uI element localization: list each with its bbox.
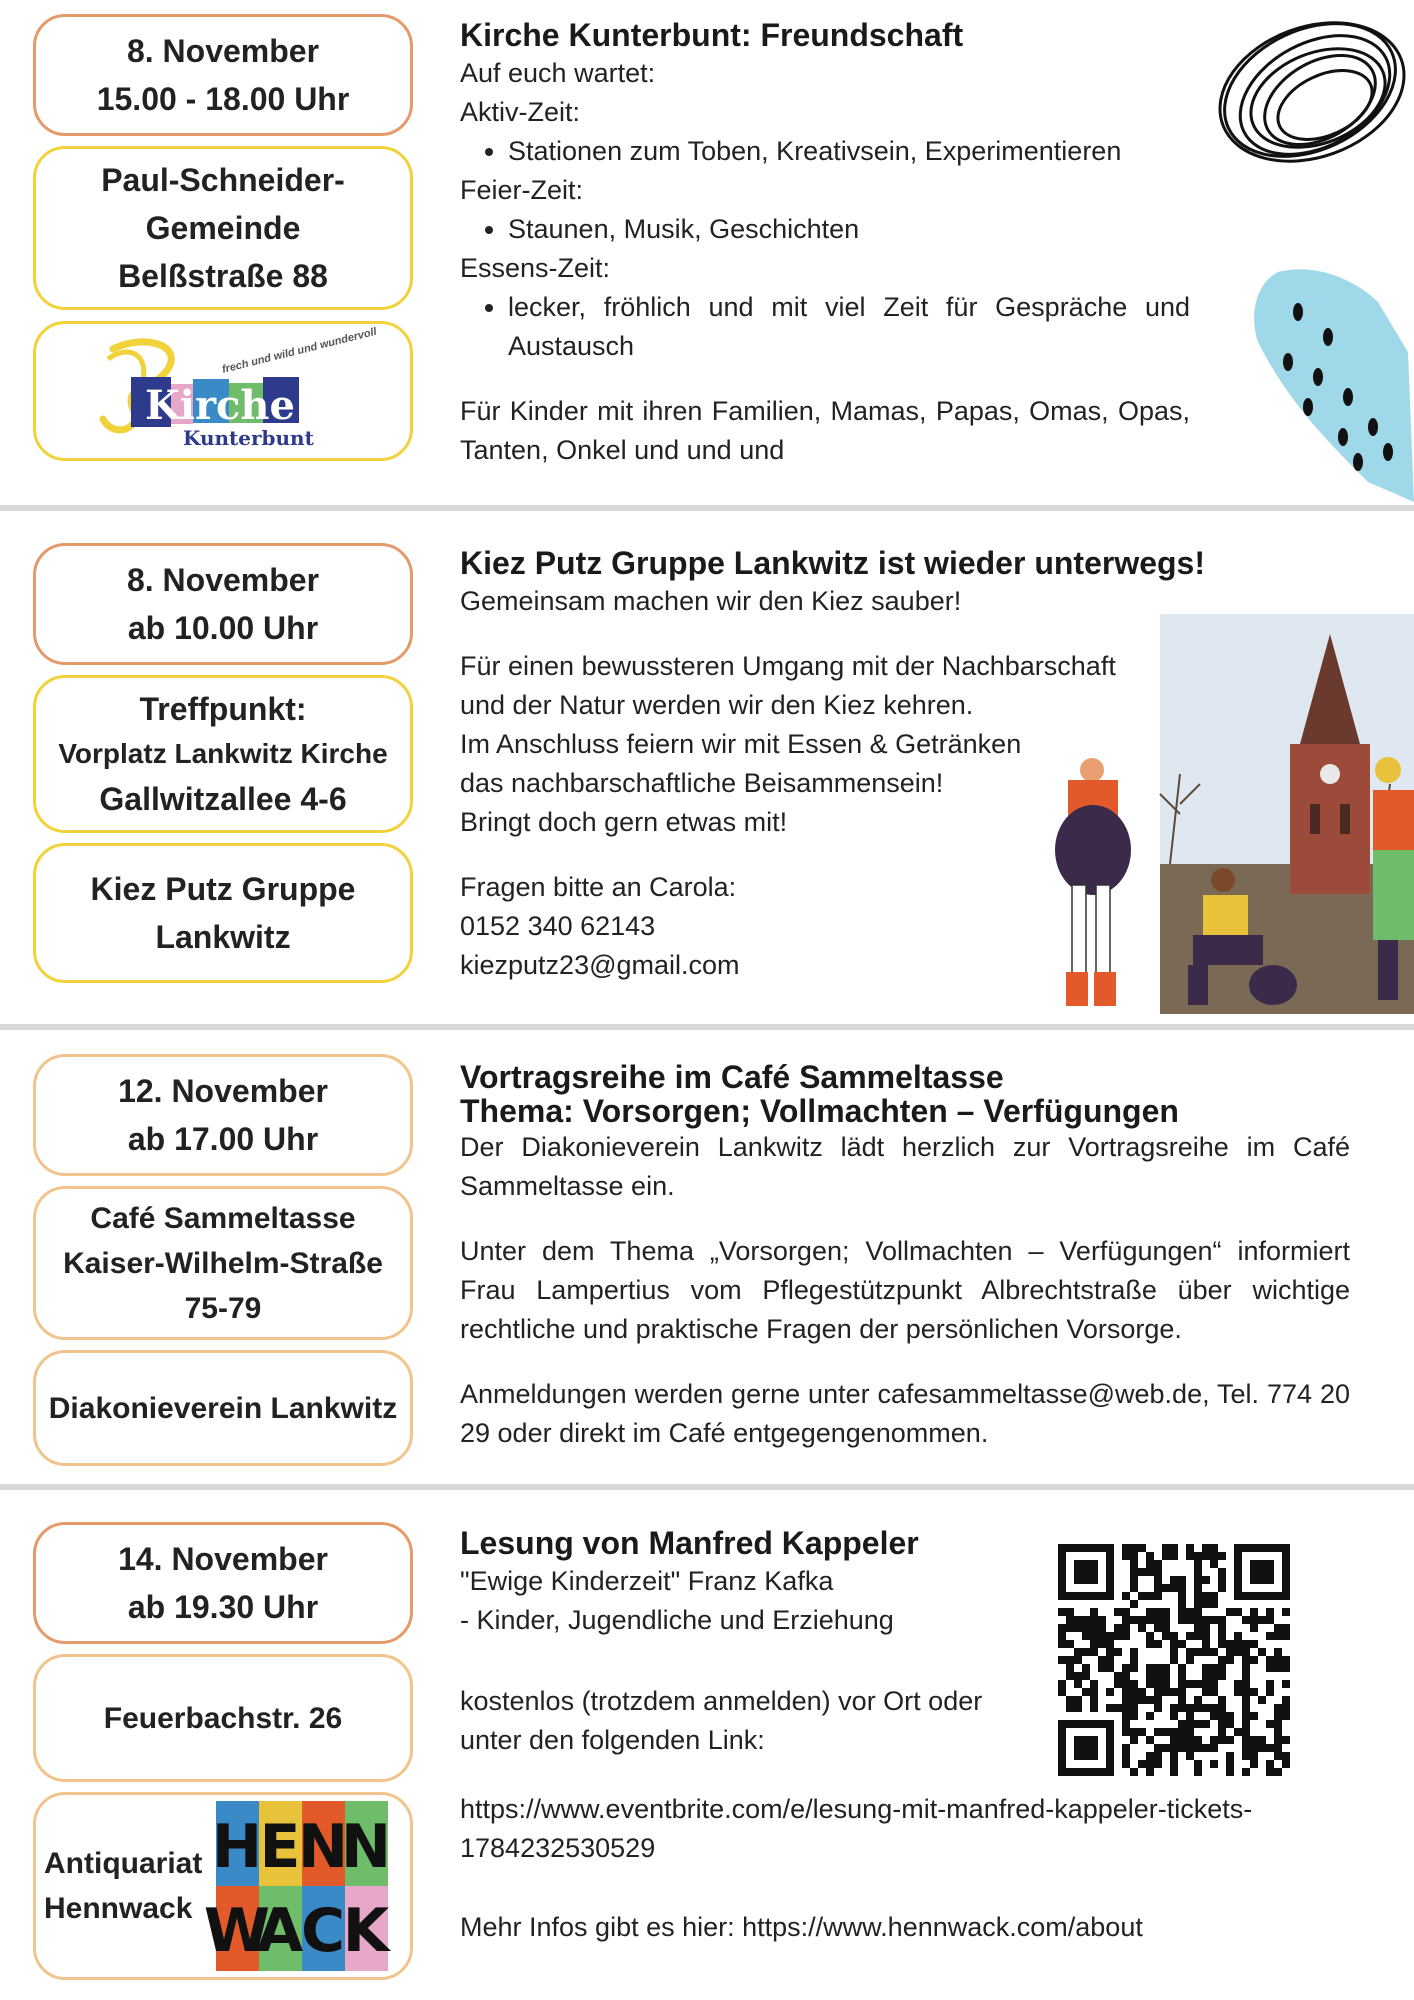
- logo-sub: Kunterbunt: [183, 426, 314, 450]
- qr-code[interactable]: [1058, 1544, 1290, 1776]
- event3-date-box: [33, 1054, 413, 1176]
- event2-body-line5: Bringt doch gern etwas mit!: [460, 807, 788, 837]
- separator: [0, 505, 1414, 511]
- separator: [0, 1484, 1414, 1490]
- event3-para1: Der Diakonieverein Lankwitz lädt herzlich zur Vortragsreihe im Café Sammeltasse ein.: [460, 1132, 1350, 1201]
- event1-title: Kirche Kunterbunt: Freundschaft: [460, 17, 964, 53]
- event4-location: Feuerbachstr. 26: [103, 1701, 343, 1735]
- event1-intro: Auf euch wartet:: [460, 58, 656, 88]
- logo-tag: frech und wild und wundervoll: [220, 325, 378, 376]
- event2-title: Kiez Putz Gruppe Lankwitz ist wieder unterwegs!: [460, 545, 1205, 581]
- event2-organizer-line2: Lankwitz: [155, 919, 291, 955]
- event4-time: ab 19.30 Uhr: [127, 1589, 319, 1625]
- event1-section1-list: [460, 132, 1190, 171]
- people-illustration: [1028, 750, 1414, 1020]
- event4-book-line2: - Kinder, Jugendliche und Erziehung: [460, 1605, 894, 1635]
- event1-section2-heading: Feier-Zeit:: [460, 175, 584, 205]
- event2-body-line4: das nachbarschaftliche Beisammensein!: [460, 768, 944, 798]
- event2-subtitle: Gemeinsam machen wir den Kiez sauber!: [460, 586, 962, 616]
- event4-date: 14. November: [118, 1541, 328, 1577]
- event4-link-line2[interactable]: 1784232530529: [460, 1833, 656, 1863]
- event3-date: 12. November: [118, 1073, 328, 1109]
- event2-contact-label: Fragen bitte an Carola:: [460, 872, 737, 902]
- event3-title-line1: Vortragsreihe im Café Sammeltasse: [460, 1059, 1004, 1095]
- event1-location-box: [33, 146, 413, 310]
- logo-letter: K: [342, 1896, 390, 1966]
- blue-brush-icon: [1248, 262, 1414, 502]
- event2-date: 8. November: [126, 562, 320, 598]
- event2-meeting-place: Vorplatz Lankwitz Kirche: [58, 738, 388, 769]
- event3-location-box: [33, 1186, 413, 1340]
- logo-letter: W: [203, 1896, 271, 1966]
- event2-body-line1: Für einen bewussteren Umgang mit der Nachbarschaft: [460, 651, 1116, 681]
- event3-location-line3: 75-79: [184, 1291, 262, 1325]
- event3-para2: Unter dem Thema „Vorsorgen; Vollmachten – Verfügungen“ informiert Frau Lampertius vom Pflegestützpunkt Albrechtstraße über wichtige rechtliche und praktische Fragen der persönlichen Vorsorge.: [460, 1236, 1350, 1344]
- event1-content: [460, 16, 1190, 470]
- event3-location-line2: Kaiser-Wilhelm-Straße: [63, 1246, 383, 1280]
- event2-date-box: [33, 543, 413, 665]
- logo-letter: C: [300, 1896, 346, 1966]
- event4-signup-line2: unter den folgenden Link:: [460, 1725, 765, 1755]
- logo-letter: N: [297, 1812, 349, 1882]
- event3-time: ab 17.00 Uhr: [127, 1121, 319, 1157]
- event1-section3-heading: Essens-Zeit:: [460, 253, 611, 283]
- event1-location-line2: Gemeinde: [145, 210, 301, 246]
- event4-more-info[interactable]: Mehr Infos gibt es hier: https://www.hennwack.com/about: [460, 1912, 1143, 1942]
- event1-logo-box: [33, 321, 413, 461]
- black-scribble-icon: [1200, 0, 1414, 210]
- event1-time: 15.00 - 18.00 Uhr: [96, 81, 350, 117]
- logo-letter: H: [211, 1812, 263, 1882]
- event2-meeting-street: Gallwitzallee 4-6: [99, 781, 347, 817]
- event2-time: ab 10.00 Uhr: [127, 610, 319, 646]
- event2-organizer-line1: Kiez Putz Gruppe: [90, 871, 356, 907]
- event1-section2-list: [460, 210, 1190, 249]
- event4-location-box: [33, 1654, 413, 1782]
- logo-letter: A: [256, 1896, 304, 1966]
- event2-organizer-box: [33, 843, 413, 983]
- event2-body-line2: und der Natur werden wir den Kiez kehren.: [460, 690, 974, 720]
- event1-audience: Für Kinder mit ihren Familien, Mamas, Papas, Omas, Opas, Tanten, Onkel und und und: [460, 396, 1190, 465]
- separator: [0, 1024, 1414, 1030]
- event3-content: [460, 1060, 1350, 1453]
- event1-date: 8. November: [126, 33, 320, 69]
- event1-location-line3: Belßstraße 88: [118, 258, 328, 294]
- event3-organizer-box: [33, 1350, 413, 1466]
- list-item: • Staunen, Musik, Geschichten: [508, 210, 1190, 249]
- logo-letter: N: [340, 1812, 392, 1882]
- list-item: • lecker, fröhlich und mit viel Zeit für Gespräche und Austausch: [508, 288, 1190, 366]
- event4-organizer-line2: Hennwack: [44, 1892, 193, 1925]
- event2-body-line3: Im Anschluss feiern wir mit Essen & Getränken: [460, 729, 1022, 759]
- kirche-kunterbunt-logo: [73, 325, 378, 453]
- hennwack-logo: [203, 1801, 392, 1971]
- event1-section1-heading: Aktiv-Zeit:: [460, 97, 581, 127]
- logo-letter: E: [259, 1812, 301, 1882]
- event2-phone: 0152 340 62143: [460, 911, 656, 941]
- event4-organizer-line1: Antiquariat: [44, 1847, 203, 1880]
- event4-link-line1[interactable]: https://www.eventbrite.com/e/lesung-mit-manfred-kappeler-tickets-: [460, 1794, 1253, 1824]
- event4-date-box: [33, 1522, 413, 1644]
- event4-organizer-box: [33, 1792, 413, 1980]
- event1-location-line1: Paul-Schneider-: [101, 162, 345, 198]
- event1-section3-list: [460, 288, 1190, 366]
- list-item: • Stationen zum Toben, Kreativsein, Experimentieren: [508, 132, 1190, 171]
- event4-book-line1: "Ewige Kinderzeit" Franz Kafka: [460, 1566, 834, 1596]
- event2-meeting-box: [33, 675, 413, 833]
- event3-location-line1: Café Sammeltasse: [90, 1201, 356, 1235]
- event2-meeting-label: Treffpunkt:: [139, 691, 307, 727]
- logo-brand: Kirche: [145, 382, 295, 429]
- event3-organizer: Diakonieverein Lankwitz: [48, 1391, 398, 1425]
- event4-title: Lesung von Manfred Kappeler: [460, 1525, 919, 1561]
- event2-email: kiezputz23@gmail.com: [460, 950, 740, 980]
- event4-signup-line1: kostenlos (trotzdem anmelden) vor Ort oder: [460, 1686, 983, 1716]
- event1-date-box: [33, 14, 413, 136]
- event3-para3: Anmeldungen werden gerne unter cafesammeltasse@web.de, Tel. 774 20 29 oder direkt im Café entgegengenommen.: [460, 1379, 1350, 1448]
- event3-title-line2: Thema: Vorsorgen; Vollmachten – Verfügungen: [460, 1093, 1179, 1129]
